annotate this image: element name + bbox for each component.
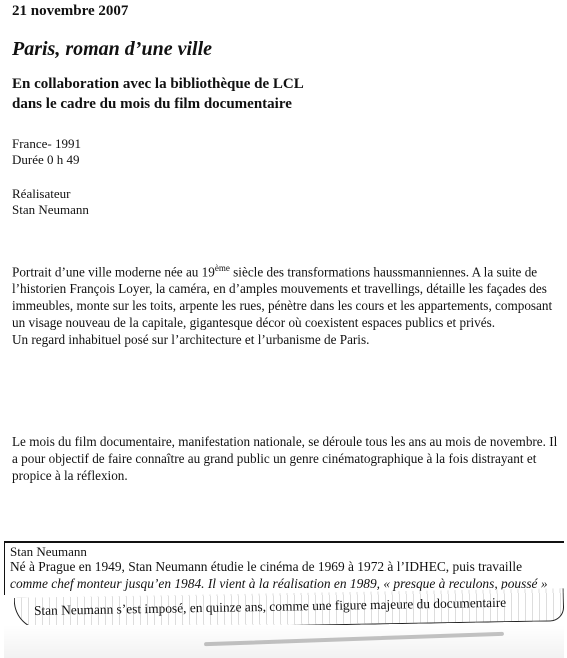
synopsis-tagline: Un regard inhabituel posé sur l’architecture et l’urbanisme de Paris.: [12, 332, 370, 348]
bio-line-3: Stan Neumann s’est imposé, en quinze ans, comme une figure majeure du documentaire: [33, 594, 507, 618]
subtitle-line-2: dans le cadre du mois du film documentaire: [12, 96, 292, 112]
bio-name: Stan Neumann: [10, 544, 87, 559]
synopsis-paragraph: [12, 260, 560, 348]
bio-left-rule: [4, 541, 5, 595]
bio-line-1: Né à Prague en 1949, Stan Neumann étudie le cinéma de 1969 à 1972 à l’IDHEC, puis travaille: [10, 559, 523, 574]
country-year: France- 1991: [12, 136, 81, 151]
director-label: Réalisateur: [12, 186, 71, 201]
film-title: Paris, roman d’une ville: [12, 38, 213, 60]
subtitle: [12, 74, 304, 114]
superscript-eme: ème: [214, 263, 230, 273]
synopsis-text-start: Portrait d’une ville moderne née au 19: [12, 264, 215, 280]
bio-clipping: [4, 541, 564, 658]
synopsis-text-rest: siècle des transformations haussmanniennes. A la suite de l’historien François Loyer, la caméra, en d’amples mouvements et travellings, détaille les façades des immeubles, monte sur les toits, arpente les rues, pénètre dans les cours et les appartements, composant un visage nouveau de la capitale, gigantesque décor où coexistent espaces publics et privés.: [12, 264, 553, 331]
duration: Durée 0 h 49: [12, 152, 80, 167]
director-name: Stan Neumann: [12, 202, 89, 217]
subtitle-line-1: En collaboration avec la bibliothèque de LCL: [12, 76, 304, 92]
bio-line-2: comme chef monteur jusqu’en 1984. Il vient à la réalisation en 1989, « presque à reculons, poussé »: [10, 576, 548, 591]
event-paragraph: Le mois du film documentaire, manifestation nationale, se déroule tous les ans au mois de novembre. Il a pour objectif de faire connaître au grand public un genre cinématographique à la fois distrayant et propice à la réflexion.: [12, 434, 558, 483]
document-date: 21 novembre 2007: [12, 3, 129, 19]
bio-top-rule: [4, 541, 564, 543]
